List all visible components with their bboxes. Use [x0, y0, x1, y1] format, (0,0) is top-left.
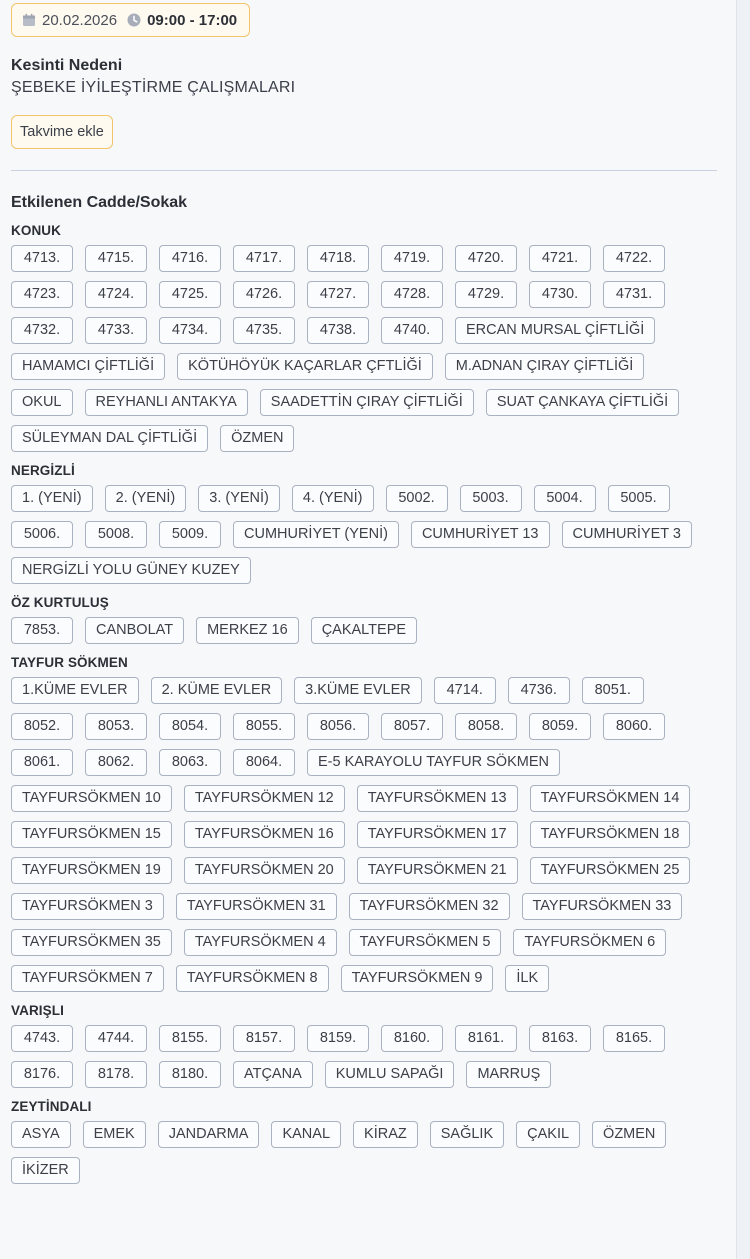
street-chip: 8157. [233, 1025, 295, 1052]
street-chip-list [11, 245, 717, 452]
street-chip: 8163. [529, 1025, 591, 1052]
street-chip: 3. (YENİ) [198, 485, 280, 512]
street-chip: 8064. [233, 749, 295, 776]
street-chip: 1.KÜME EVLER [11, 677, 139, 704]
street-chip-list [11, 485, 717, 584]
street-chip: TAYFURSÖKMEN 32 [349, 893, 510, 920]
street-chip: 5003. [460, 485, 522, 512]
street-chip: TAYFURSÖKMEN 8 [176, 965, 329, 992]
street-group [11, 595, 717, 644]
street-group [11, 1003, 717, 1088]
street-chip: 8159. [307, 1025, 369, 1052]
street-chip: ASYA [11, 1121, 71, 1148]
street-chip: 4721. [529, 245, 591, 272]
street-chip: EMEK [83, 1121, 146, 1148]
street-chip: 4733. [85, 317, 147, 344]
street-chip: TAYFURSÖKMEN 16 [184, 821, 345, 848]
street-chip: TAYFURSÖKMEN 17 [357, 821, 518, 848]
street-chip: 1. (YENİ) [11, 485, 93, 512]
street-chip: 8054. [159, 713, 221, 740]
street-chip: 5005. [608, 485, 670, 512]
street-chip: 4717. [233, 245, 295, 272]
street-chip: 4736. [508, 677, 570, 704]
street-chip-list [11, 1121, 717, 1184]
street-chip: TAYFURSÖKMEN 9 [341, 965, 494, 992]
street-chip: TAYFURSÖKMEN 10 [11, 785, 172, 812]
street-chip: SAĞLIK [430, 1121, 504, 1148]
reason-text: ŞEBEKE İYİLEŞTİRME ÇALIŞMALARI [11, 79, 296, 96]
street-group-title: ÖZ KURTULUŞ [11, 595, 109, 610]
street-group [11, 223, 717, 452]
street-chip: TAYFURSÖKMEN 6 [513, 929, 666, 956]
street-chip: 4719. [381, 245, 443, 272]
street-chip: TAYFURSÖKMEN 14 [530, 785, 691, 812]
street-chip: 4735. [233, 317, 295, 344]
street-chip: 8165. [603, 1025, 665, 1052]
date-time-badge [11, 3, 250, 37]
street-chip: İLK [505, 965, 549, 992]
street-chip: 8059. [529, 713, 591, 740]
street-chip: E-5 KARAYOLU TAYFUR SÖKMEN [307, 749, 560, 776]
street-chip: 8056. [307, 713, 369, 740]
street-chip: 8160. [381, 1025, 443, 1052]
street-chip: 4723. [11, 281, 73, 308]
add-to-calendar-button[interactable]: Takvime ekle [11, 115, 113, 149]
street-chip: CUMHURİYET 13 [411, 521, 550, 548]
street-chip: 8155. [159, 1025, 221, 1052]
street-chip: 5006. [11, 521, 73, 548]
street-chip: TAYFURSÖKMEN 31 [176, 893, 337, 920]
street-chip: ATÇANA [233, 1061, 313, 1088]
street-chip: TAYFURSÖKMEN 12 [184, 785, 345, 812]
street-chip: 5004. [534, 485, 596, 512]
street-chip: 4730. [529, 281, 591, 308]
street-chip: ERCAN MURSAL ÇİFTLİĞİ [455, 317, 655, 344]
reason-title: Kesinti Nedeni [11, 57, 123, 74]
street-chip: 4716. [159, 245, 221, 272]
street-chip: HAMAMCI ÇİFTLİĞİ [11, 353, 165, 380]
street-chip: 8051. [582, 677, 644, 704]
street-chip: 8053. [85, 713, 147, 740]
street-chip: ÇAKALTEPE [311, 617, 417, 644]
street-chip: 8061. [11, 749, 73, 776]
clock-icon [127, 13, 141, 27]
street-chip: ÖZMEN [592, 1121, 666, 1148]
street-chip: ÇAKIL [516, 1121, 580, 1148]
street-chip: TAYFURSÖKMEN 20 [184, 857, 345, 884]
street-chip: KANAL [271, 1121, 341, 1148]
street-chip: 4720. [455, 245, 517, 272]
street-chip: MARRUŞ [466, 1061, 551, 1088]
street-chip: TAYFURSÖKMEN 13 [357, 785, 518, 812]
street-chip: 2. (YENİ) [105, 485, 187, 512]
street-chip: 4732. [11, 317, 73, 344]
street-group-title: NERGİZLİ [11, 463, 75, 478]
street-chip: 4731. [603, 281, 665, 308]
street-chip: TAYFURSÖKMEN 25 [530, 857, 691, 884]
street-chip: TAYFURSÖKMEN 3 [11, 893, 164, 920]
street-chip: REYHANLI ANTAKYA [85, 389, 248, 416]
street-chip: 8055. [233, 713, 295, 740]
street-chip: KUMLU SAPAĞI [325, 1061, 455, 1088]
street-chip: 8178. [85, 1061, 147, 1088]
street-chip: 8060. [603, 713, 665, 740]
street-chip: 8058. [455, 713, 517, 740]
street-group-title: VARIŞLI [11, 1003, 64, 1018]
street-chip: M.ADNAN ÇIRAY ÇİFTLİĞİ [445, 353, 645, 380]
street-chip: 8062. [85, 749, 147, 776]
street-chip: 4726. [233, 281, 295, 308]
street-chip: ÖZMEN [220, 425, 294, 452]
street-chip: 3.KÜME EVLER [294, 677, 422, 704]
street-chip: JANDARMA [158, 1121, 260, 1148]
street-chip: TAYFURSÖKMEN 21 [357, 857, 518, 884]
street-chip: 4722. [603, 245, 665, 272]
street-group [11, 655, 717, 992]
street-chip: 5002. [386, 485, 448, 512]
street-chip: TAYFURSÖKMEN 35 [11, 929, 172, 956]
street-chip: 8052. [11, 713, 73, 740]
street-chip: 4738. [307, 317, 369, 344]
outage-date: 20.02.2026 [42, 11, 118, 29]
street-group [11, 1099, 717, 1184]
street-chip: TAYFURSÖKMEN 18 [530, 821, 691, 848]
divider [11, 170, 717, 171]
street-chip: SAADETTİN ÇIRAY ÇİFTLİĞİ [260, 389, 474, 416]
street-chip: 4727. [307, 281, 369, 308]
street-chip: 7853. [11, 617, 73, 644]
street-chip: 4725. [159, 281, 221, 308]
street-chip: 4744. [85, 1025, 147, 1052]
outage-time: 09:00 - 17:00 [147, 11, 238, 29]
street-chip: 2. KÜME EVLER [151, 677, 283, 704]
affected-streets-title: Etkilenen Cadde/Sokak [11, 194, 188, 211]
street-chip: 4715. [85, 245, 147, 272]
street-group-title: ZEYTİNDALI [11, 1099, 92, 1114]
street-chip-list [11, 1025, 717, 1088]
street-group-title: KONUK [11, 223, 61, 238]
street-chip: 8161. [455, 1025, 517, 1052]
street-chip: 8180. [159, 1061, 221, 1088]
street-chip: TAYFURSÖKMEN 15 [11, 821, 172, 848]
calendar-icon [22, 13, 36, 27]
street-chip: 8176. [11, 1061, 73, 1088]
street-chip: NERGİZLİ YOLU GÜNEY KUZEY [11, 557, 251, 584]
street-chip: CANBOLAT [85, 617, 184, 644]
street-chip: CUMHURİYET (YENİ) [233, 521, 399, 548]
street-chip-list [11, 617, 717, 644]
street-chip: 8057. [381, 713, 443, 740]
street-chip: 4713. [11, 245, 73, 272]
street-chip: 4734. [159, 317, 221, 344]
street-chip: TAYFURSÖKMEN 33 [522, 893, 683, 920]
street-chip: TAYFURSÖKMEN 5 [349, 929, 502, 956]
street-group [11, 463, 717, 584]
street-chip: CUMHURİYET 3 [562, 521, 693, 548]
street-chip: 4714. [434, 677, 496, 704]
street-chip: KİRAZ [353, 1121, 418, 1148]
street-group-title: TAYFUR SÖKMEN [11, 655, 128, 670]
street-chip: 5009. [159, 521, 221, 548]
street-chip: TAYFURSÖKMEN 19 [11, 857, 172, 884]
street-chip: 8063. [159, 749, 221, 776]
street-chip-list [11, 677, 717, 992]
street-chip: 4743. [11, 1025, 73, 1052]
street-chip: SÜLEYMAN DAL ÇİFTLİĞİ [11, 425, 208, 452]
street-chip: 4. (YENİ) [292, 485, 374, 512]
street-chip: 4729. [455, 281, 517, 308]
street-chip: 4718. [307, 245, 369, 272]
street-chip: 4724. [85, 281, 147, 308]
street-chip: 5008. [85, 521, 147, 548]
street-chip: 4728. [381, 281, 443, 308]
street-chip: SUAT ÇANKAYA ÇİFTLİĞİ [486, 389, 679, 416]
street-chip: TAYFURSÖKMEN 4 [184, 929, 337, 956]
street-chip: 4740. [381, 317, 443, 344]
street-chip: TAYFURSÖKMEN 7 [11, 965, 164, 992]
street-chip: KÖTÜHÖYÜK KAÇARLAR ÇFTLİĞİ [177, 353, 433, 380]
street-chip: İKİZER [11, 1157, 80, 1184]
street-chip: MERKEZ 16 [196, 617, 299, 644]
affected-streets-list [11, 223, 717, 1184]
street-chip: OKUL [11, 389, 73, 416]
